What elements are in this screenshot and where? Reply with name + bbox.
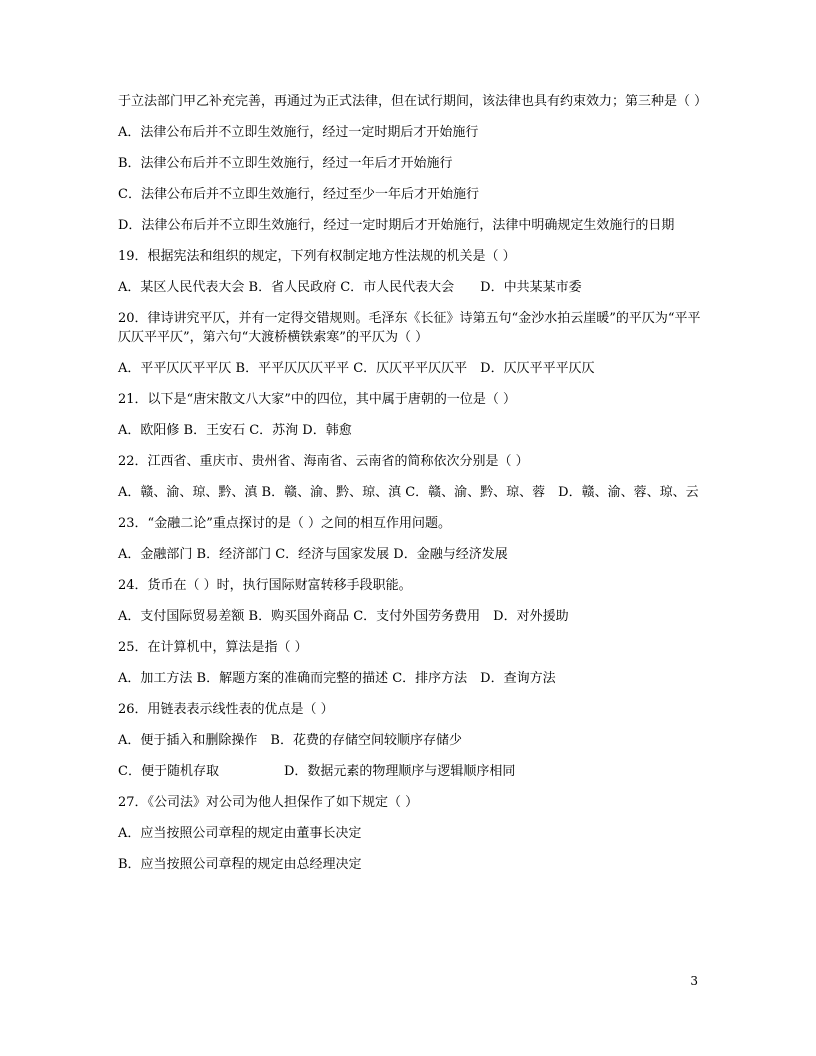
question-25: 25．在计算机中，算法是指（ ） <box>118 640 308 655</box>
option-a: A．法律公布后并不立即生效施行，经过一定时期后才开始施行 <box>118 125 479 140</box>
question-23-options: A．金融部门 B．经济部门 C．经济与国家发展 D．金融与经济发展 <box>118 547 508 562</box>
question-27-option-a: A．应当按照公司章程的规定由董事长决定 <box>118 826 362 841</box>
question-21-options: A．欧阳修 B．王安石 C．苏洵 D．韩愈 <box>118 423 352 438</box>
option-c: C．法律公布后并不立即生效施行，经过至少一年后才开始施行 <box>118 187 479 202</box>
question-20-options: A．平平仄仄平平仄 B．平平仄仄仄平平 C．仄仄平平仄仄平 D．仄仄平平平仄仄 <box>118 361 595 376</box>
question-27: 27．《公司法》对公司为他人担保作了如下规定（ ） <box>118 795 419 810</box>
document-body <box>118 92 708 886</box>
option-b: B．法律公布后并不立即生效施行，经过一年后才开始施行 <box>118 156 453 171</box>
option-d: D．法律公布后并不立即生效施行，经过一定时期后才开始施行，法律中明确规定生效施行的日期 <box>118 218 675 233</box>
question-26-options-cd: C．便于随机存取 D．数据元素的物理顺序与逻辑顺序相同 <box>118 764 516 779</box>
question-20: 20．律诗讲究平仄，并有一定得交错规则。毛泽东《长征》诗第五句“金沙水拍云崖暖”的平仄为“平平仄仄平平仄”，第六句“大渡桥横铁索寒”的平仄为（ ） <box>118 311 701 345</box>
question-21: 21．以下是“唐宋散文八大家”中的四位，其中属于唐朝的一位是（ ） <box>118 392 516 407</box>
question-22-options: A．赣、渝、琼、黔、滇 B．赣、渝、黔、琼、滇 C．赣、渝、黔、琼、蓉 D．赣、渝、蓉、琼、云 <box>118 485 699 500</box>
question-22: 22．江西省、重庆市、贵州省、海南省、云南省的简称依次分别是（ ） <box>118 454 529 469</box>
question-23: 23．“金融二论”重点探讨的是（ ）之间的相互作用问题。 <box>118 516 451 531</box>
question-24: 24．货币在（ ）时，执行国际财富转移手段职能。 <box>118 578 412 593</box>
question-19: 19．根据宪法和组织的规定，下列有权制定地方性法规的机关是（ ） <box>118 249 516 264</box>
question-26-options-ab: A．便于插入和删除操作 B．花费的存储空间较顺序存储少 <box>118 733 462 748</box>
page-number: 3 <box>690 974 698 988</box>
question-25-options: A．加工方法 B．解题方案的准确而完整的描述 C．排序方法 D．查询方法 <box>118 671 556 686</box>
question-24-options: A．支付国际贸易差额 B．购买国外商品 C．支付外国劳务费用 D．对外援助 <box>118 609 569 624</box>
paragraph-continuation: 于立法部门甲乙补充完善，再通过为正式法律，但在试行期间，该法律也具有约束效力；第三种是（ ） <box>118 94 708 109</box>
question-26: 26．用链表表示线性表的优点是（ ） <box>118 702 334 717</box>
question-19-options: A．某区人民代表大会 B．省人民政府 C．市人民代表大会 D．中共某某市委 <box>118 280 582 295</box>
question-27-option-b: B．应当按照公司章程的规定由总经理决定 <box>118 857 362 872</box>
